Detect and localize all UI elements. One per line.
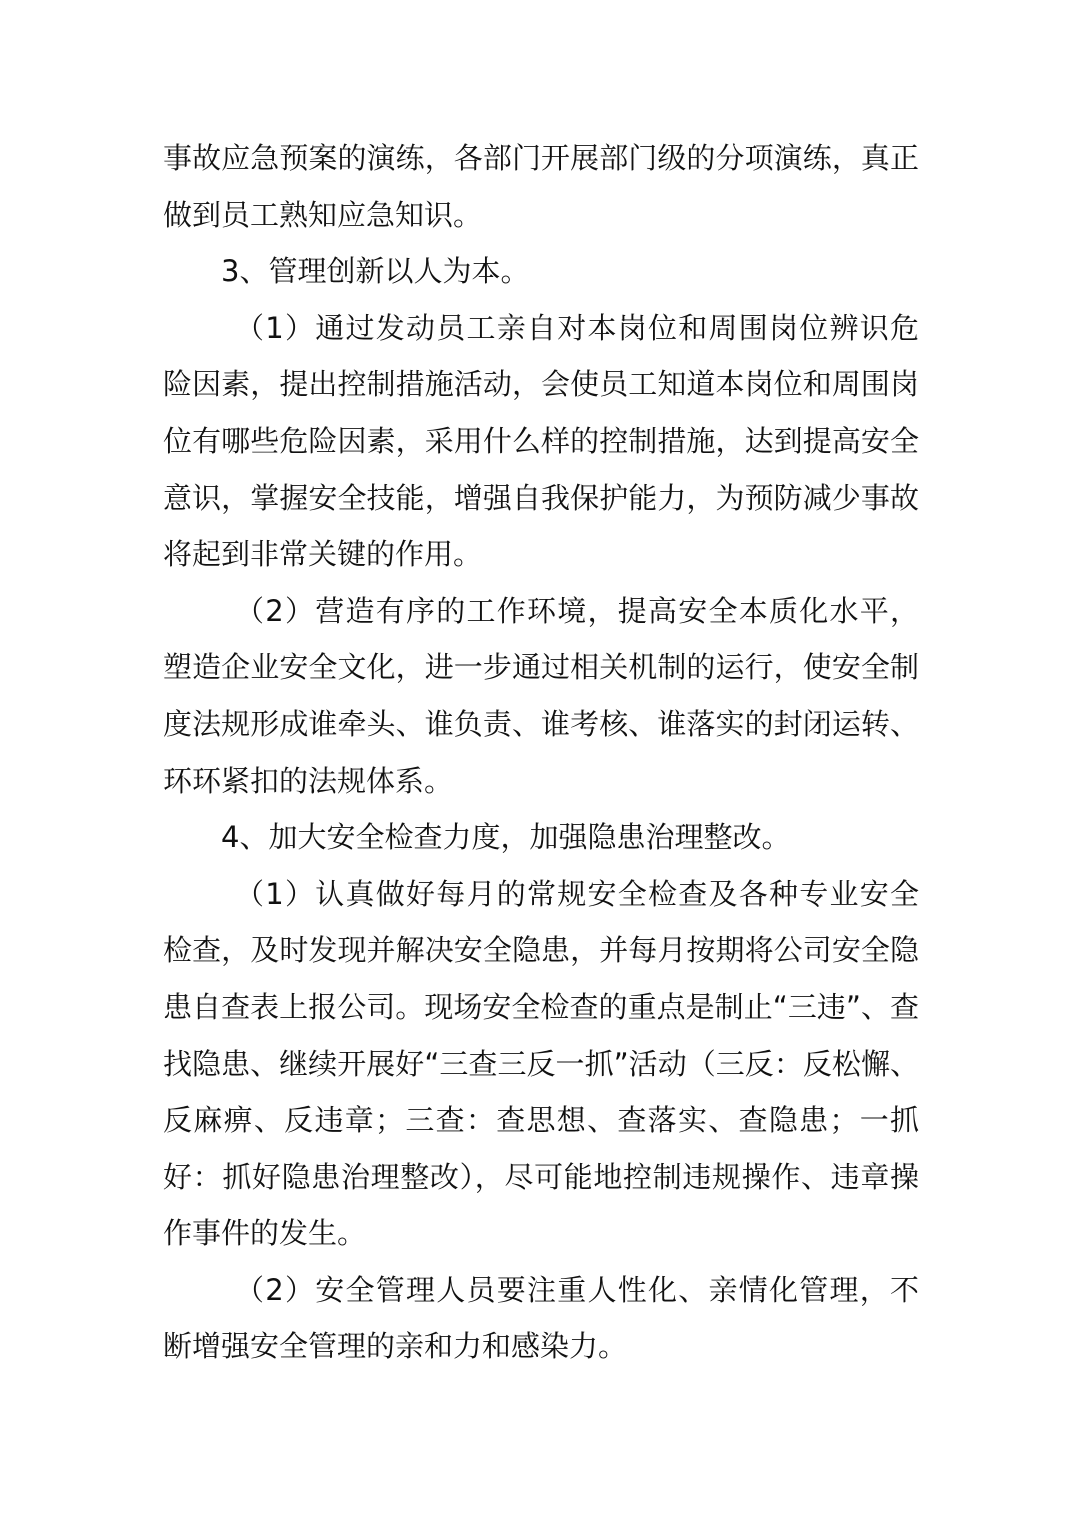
heading-4-safety-inspection: 4、加大安全检查力度，加强隐患治理整改。 xyxy=(221,820,791,855)
heading-3-management-innovation: 3、管理创新以人为本。 xyxy=(221,254,530,289)
paragraph-3-2: （2）营造有序的工作环境，提高安全本质化水平，塑造企业安全文化，进一步通过相关机制的运行，使安全制度法规形成谁牵头、谁负责、谁考核、谁落实的封闭运转、环环紧扣的法规体系。 xyxy=(163,593,919,798)
document-body xyxy=(163,130,919,1375)
paragraph-1: 事故应急预案的演练，各部门开展部门级的分项演练，真正做到员工熟知应急知识。 xyxy=(163,141,919,232)
paragraph-3-1: （1）通过发动员工亲自对本岗位和周围岗位辨识危险因素，提出控制措施活动，会使员工知道本岗位和周围岗位有哪些危险因素，采用什么样的控制措施，达到提高安全意识，掌握安全技能，增强自我保护能力，为预防减少事故将起到非常关键的作用。 xyxy=(163,310,919,572)
paragraph-4-2: （2）安全管理人员要注重人性化、亲情化管理，不断增强安全管理的亲和力和感染力。 xyxy=(163,1272,919,1364)
paragraph-4-1: （1）认真做好每月的常规安全检查及各种专业安全检查，及时发现并解决安全隐患，并每月按期将公司安全隐患自查表上报公司。现场安全检查的重点是制止“三违”、查找隐患、继续开展好“三查三反一抓”活动（三反：反松懈、反麻痹、反违章；三查：查思想、查落实、查隐患；一抓好：抓好隐患治理整改），尽可能地控制违规操作、违章操作事件的发生。 xyxy=(163,876,919,1251)
